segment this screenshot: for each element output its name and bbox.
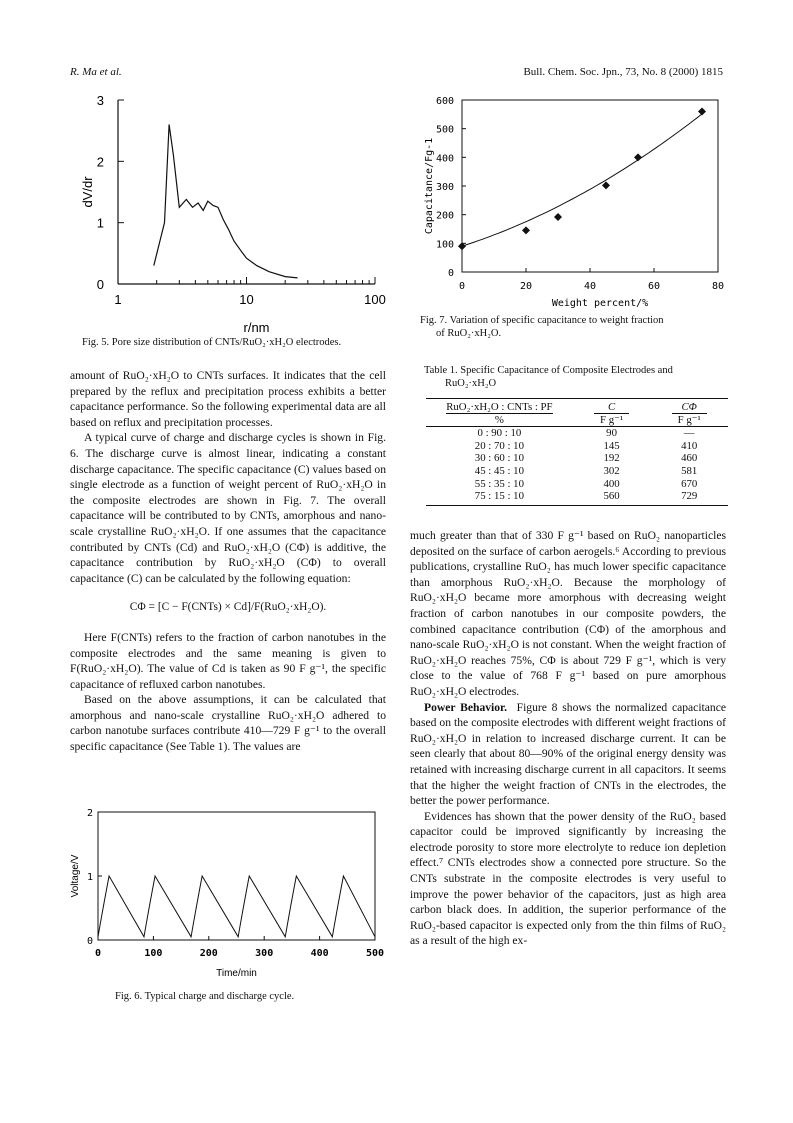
table-cell: 0 : 90 : 10: [477, 427, 522, 440]
table-cell: 75 : 15 : 10: [474, 490, 524, 503]
x-axis-label: Weight percent/%: [551, 298, 649, 309]
fit-line: [462, 112, 705, 247]
data-point: [522, 226, 530, 234]
table-cell: 302: [603, 464, 620, 477]
right-column-text: [410, 528, 726, 949]
y-tick-label: 200: [435, 210, 454, 222]
fig7-caption-line1: Fig. 7. Variation of specific capacitance to weight fraction: [420, 315, 664, 326]
x-tick-label: 300: [255, 948, 274, 959]
table1-unit: %: [494, 413, 504, 426]
x-tick-label: 200: [199, 948, 218, 959]
table-cell: 55 : 35 : 10: [474, 477, 524, 490]
x-tick-label: 0: [94, 948, 102, 959]
table1-header-row: [426, 401, 728, 414]
table-cell: 192: [603, 452, 620, 465]
left-column-text: [70, 368, 386, 755]
table1-units-row: [426, 414, 728, 427]
fig6-caption: Fig. 6. Typical charge and discharge cycle.: [115, 991, 295, 1002]
table-cell: 145: [603, 439, 620, 452]
paragraph: much greater than that of 330 F g⁻¹ based on RuO₂ nanoparticles deposited on the surface of carbon aerogels.⁶ According to previous publications, crystalline RuO₂ has much lower specific capacitance than amorphous RuO₂·xH₂O. Because the morphology of RuO₂·xH₂O became more amorphous with decreasing weight fraction of carbon nanotubes in our composite powders, the combined capacitance contribution (CΦ) of the amorphous and nano-scale RuO₂·xH₂O is not constant. When the weight fraction of RuO₂·xH₂O reaches 75%, CΦ is about 729 F g⁻¹, which is very close to the value of 768 F g⁻¹ based on pure amorphous RuO₂·xH₂O electrodes.: [410, 529, 726, 698]
data-point: [634, 153, 642, 161]
y-tick-label: 300: [435, 182, 454, 193]
paragraph: Here F(CNTs) refers to the fraction of carbon nanotubes in the composite electrodes and the same meaning is given to F(RuO₂·xH₂O). The value of Cd is taken as 90 F g⁻¹, the specific capacitance of refluxed carbon nanotubes.: [70, 630, 386, 691]
x-tick-label: 400: [310, 948, 329, 959]
table1-col-header: RuO₂·xH₂O : CNTs : PF: [446, 401, 553, 413]
running-header-journal: Bull. Chem. Soc. Jpn., 73, No. 8 (2000) 1815: [523, 66, 723, 78]
x-tick-label: 20: [519, 281, 533, 292]
table-row: [426, 490, 728, 503]
table-cell: 45 : 45 : 10: [474, 464, 524, 477]
y-tick-label: 3: [96, 93, 104, 108]
table-row: [426, 452, 728, 465]
y-tick-label: 0: [447, 268, 454, 279]
x-axis-label: Time/min: [216, 968, 257, 979]
table1-col-header: CΦ: [681, 401, 697, 413]
paragraph: [410, 700, 726, 809]
fig6-chart: [70, 800, 386, 985]
table-cell: 400: [603, 477, 620, 490]
x-tick-label: 0: [458, 281, 466, 292]
paragraph-text: Figure 8 shows the normalized capacitance based on the composite electrodes with different weight fractions of RuO₂·xH₂O in relation to increased discharge current. It can be seen clearly that about 80—90% of the original energy density was retained with increasing discharge current in all capacitors. It seems that the higher the weight fraction of CNTs in the electrodes, the better the power performance.: [410, 700, 726, 808]
fig7-caption-line2: of RuO₂·xH₂O.: [436, 328, 502, 339]
section-heading: Power Behavior.: [424, 700, 508, 714]
paragraph: A typical curve of charge and discharge cycles is shown in Fig. 6. The discharge curve is almost linear, indicating a constant discharge capacitance. The specific capacitance (C) values based on single electrode as a function of weight percent of RuO₂·xH₂O in the composite electrodes are shown in Fig. 7. The overall capacitance will be contributed to by CNTs, amorphous and nano-scale crystalline RuO₂·xH₂O. If one assumes that the capacitance contributed by CNTs (Cd) and RuO₂·xH₂O (CΦ) is additive, the capacitance contribution by RuO₂·xH₂O (CΦ) to overall capacitance (C) can be calculated by the following equation:: [70, 431, 386, 585]
y-tick-label: 0: [96, 277, 104, 292]
y-axis-label: dV/dr: [80, 176, 95, 208]
y-tick-label: 2: [96, 154, 104, 170]
table1-title-line1: Table 1. Specific Capacitance of Composite Electrodes and: [424, 365, 673, 376]
fig5-chart: [70, 86, 390, 336]
y-axis-label: Capacitance/Fg-1: [424, 137, 435, 235]
y-tick-label: 400: [435, 153, 454, 165]
table-cell: 460: [681, 452, 698, 465]
y-tick-label: 500: [435, 124, 454, 136]
voltage-trace: [98, 876, 375, 937]
table1-grid: [426, 401, 728, 503]
x-tick-label: 1: [114, 292, 122, 307]
table1-title-line2: RuO₂·xH₂O: [445, 378, 497, 389]
table-cell: 560: [603, 490, 620, 503]
table-cell: 581: [681, 464, 698, 477]
table-cell: 410: [681, 439, 698, 452]
x-tick-label: 500: [365, 948, 385, 959]
table-cell: 729: [681, 490, 698, 503]
table1-title: [424, 364, 744, 390]
y-axis-label: Voltage/V: [70, 854, 81, 898]
paragraph: Based on the above assumptions, it can be calculated that amorphous and nano-scale crystalline RuO₂·xH₂O adhered to carbon nanotube surfaces contribute 410—729 F g⁻¹ to the overall specific capacitance (See Table 1). The values are: [70, 693, 386, 754]
y-tick-label: 0: [86, 936, 93, 947]
x-tick-label: 60: [647, 281, 661, 292]
table1-unit: F g⁻¹: [594, 413, 629, 426]
y-tick-label: 1: [86, 872, 93, 883]
y-tick-label: 1: [96, 215, 104, 231]
table-cell: —: [683, 427, 695, 440]
x-tick-label: 10: [239, 292, 254, 307]
data-point: [698, 107, 706, 115]
x-tick-label: 40: [583, 281, 597, 292]
running-header-authors: R. Ma et al.: [70, 66, 122, 78]
table-row: [426, 478, 728, 491]
table-cell: 90: [606, 427, 617, 440]
table-cell: 670: [681, 477, 698, 490]
table1-col-header: C: [607, 401, 616, 413]
x-axis-label: r/nm: [243, 320, 270, 335]
paragraph: Evidences has shown that the power density of the RuO₂ based capacitor could be improved significantly by increasing the electrode porosity to store more electrolyte to reduce ion depletion effect.⁷ CNTs electrodes show a connected pore structure. So the CNTs substrate in the composite electrodes is very useful to improve the power behavior of the capacitors, just as high area carbon black does. In addition, the superior performance of the RuO₂-based capacitor is expected only from the thin films of RuO₂ as a result of the high ex-: [410, 809, 726, 948]
x-tick-label: 100: [144, 948, 163, 959]
y-tick-label: 2: [86, 808, 93, 819]
plot-frame: [462, 100, 718, 272]
table1: [426, 398, 728, 506]
fig7-chart: [418, 86, 738, 312]
x-tick-label: 100: [364, 292, 386, 307]
table-cell: 20 : 70 : 10: [474, 439, 524, 452]
equation: CΦ = [C − F(CNTs) × Cd]/F(RuO₂·xH₂O).: [129, 601, 327, 614]
x-tick-label: 80: [711, 281, 725, 292]
paragraph: amount of RuO₂·xH₂O to CNTs surfaces. It indicates that the cell prepared by the reflux and precipitation process exhibits a better capacitance performance. So the following experimental data are all based on reflux and precipitation processes.: [70, 369, 386, 429]
data-line: [154, 125, 298, 278]
table-row: [426, 427, 728, 440]
y-tick-label: 600: [435, 96, 454, 107]
table-row: [426, 465, 728, 478]
table-cell: 30 : 60 : 10: [474, 452, 524, 465]
table1-unit: F g⁻¹: [672, 413, 707, 426]
data-point: [602, 181, 610, 189]
data-point: [554, 213, 562, 221]
plot-frame: [98, 812, 375, 940]
fig7-caption: [420, 314, 740, 340]
table-row: [426, 440, 728, 453]
y-tick-label: 100: [435, 239, 454, 251]
fig5-caption: Fig. 5. Pore size distribution of CNTs/RuO₂·xH₂O electrodes.: [82, 337, 342, 348]
